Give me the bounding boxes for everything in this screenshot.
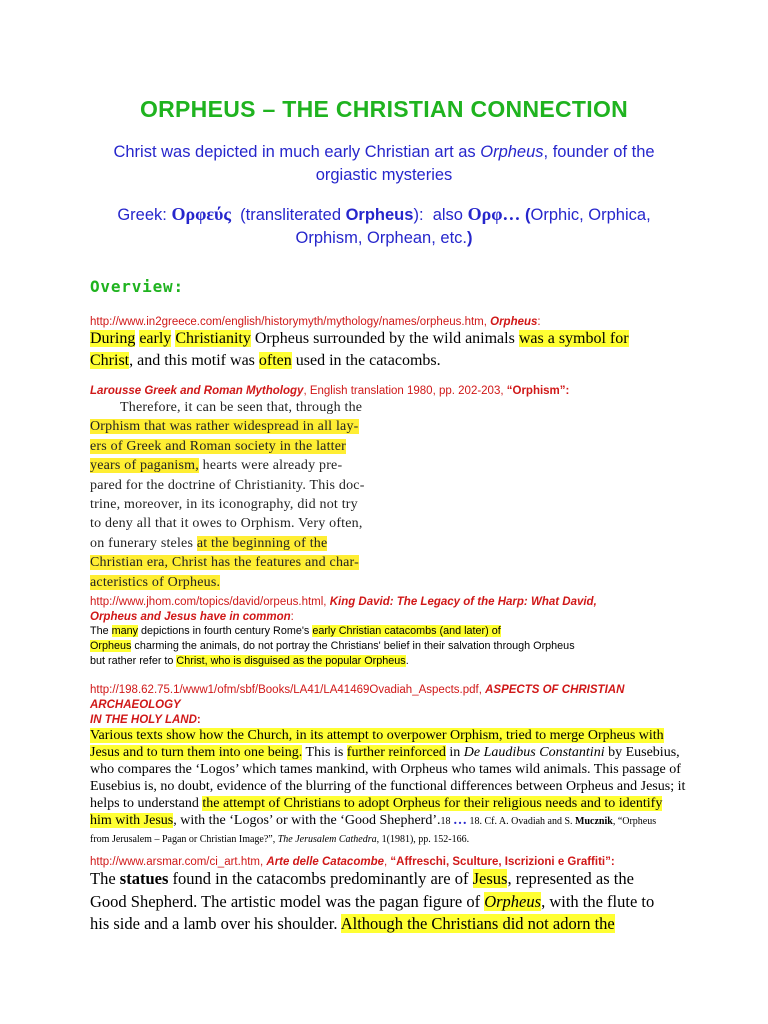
source-link-arsmar[interactable]: http://www.arsmar.com/ci_art.htm, Arte delle Catacombe, “Affreschi, Sculture, Iscrizioni e Graffiti”: bbox=[90, 856, 615, 868]
source-larousse: Larousse Greek and Roman Mythology, English translation 1980, pp. 202-203, “Orphism”: bbox=[90, 385, 570, 397]
source-link-in2greece[interactable]: http://www.in2greece.com/english/historymyth/mythology/names/orpheus.htm, Orpheus: bbox=[90, 316, 541, 328]
subtitle-orpheus: Orpheus bbox=[480, 143, 544, 161]
quote-in2greece: During early Christianity Orpheus surrounded by the wild animals was a symbol for Christ, and this motif was often used in the catacombs. bbox=[90, 330, 629, 369]
greek-root: Ορφ… bbox=[467, 204, 521, 224]
source-link-jhom[interactable]: http://www.jhom.com/topics/david/orpeus.html, King David: The Legacy of the Harp: What David, Orpheus and Jesus have in common: bbox=[90, 596, 597, 623]
greek-word: Ορφεύς bbox=[171, 204, 231, 224]
quote-arsmar: The statues found in the catacombs predominantly are of Jesus, represented as the Good Shepherd. The artistic model was the pagan figure of Orpheus, with the flute to his side and a lamb over his shoulder. Although the Christians did not adorn the bbox=[90, 869, 655, 933]
quote-jhom: The many depictions in fourth century Rome's early Christian catacombs (and later) of Orpheus charming the animals, do not portray the Christians' belief in their salvation through Orpheus but rather refer to Christ, who is disguised as the popular Orpheus. bbox=[90, 625, 575, 667]
source-link-ovadiah[interactable]: http://198.62.75.1/www1/ofm/sbf/Books/LA41/LA41469Ovadiah_Aspects.pdf, ASPECTS OF CHRISTIAN ARCHAEOLOGY IN THE HOLY LAND: bbox=[90, 684, 625, 726]
greek-line: Greek: Ορφεύς (transliterated Orpheus): also Ορφ… (Orphic, Orphica, Orphism, Orphean, etc.) bbox=[117, 204, 651, 247]
subtitle: Christ was depicted in much early Christian art as Orpheus, founder of the orgiastic mysteries bbox=[113, 143, 655, 184]
overview-heading: Overview: bbox=[90, 277, 184, 296]
quote-ovadiah: Various texts show how the Church, in its attempt to overpower Orphism, tried to merge Orpheus with Jesus and to turn them into one being. This is further reinforced in De Laudibus Constantini by Eusebius, who compares the ‘Logos’ which tames mankind, with Orpheus who tames wild animals. This passage of Eusebius is, no doubt, evidence of the blurring of the functional differences between Orpheus and Jesus; it helps to understand the attempt of Christians to adopt Orpheus for their religious needs and to identify him with Jesus, with the ‘Logos’ or with the ‘Good Shepherd’.18 … 18. Cf. A. Ovadiah and S. Mucznik, “Orpheus from Jerusalem – Pagan or Christian Image?”, The Jerusalem Cathedra, 1(1981), pp. 152-166. bbox=[90, 728, 686, 845]
scanned-excerpt-larousse: Therefore, it can be seen that, through the Orphism that was rather widespread in all lay- ers of Greek and Roman society in the latter years of paganism, hearts were already pre- pared for the doctrine of Christianity. This doc- trine, moreover, in its iconography, did not try to deny all that it owes to Orphism. Very often, on funerary steles at the beginning of the Christian era, Christ has the features and char- acteristics of Orpheus. bbox=[90, 400, 365, 590]
page-title: ORPHEUS – THE CHRISTIAN CONNECTION bbox=[139, 96, 629, 122]
